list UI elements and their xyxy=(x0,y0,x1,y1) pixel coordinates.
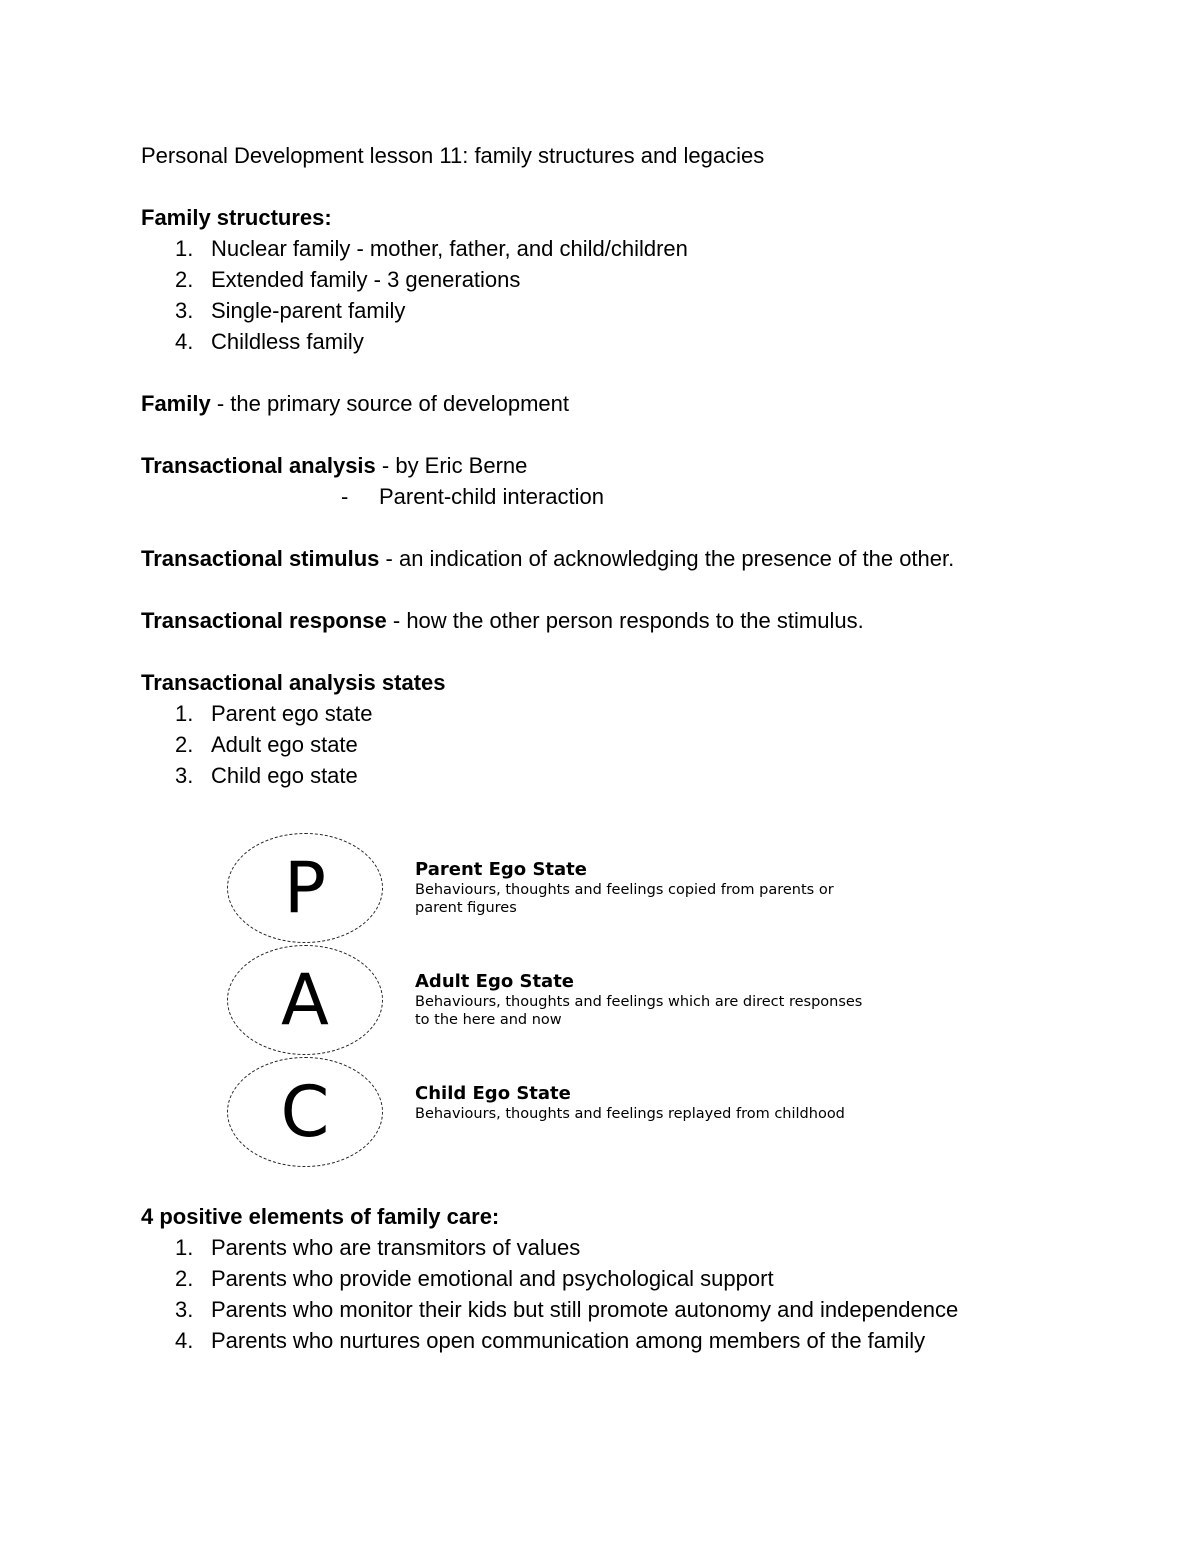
list-text: Parents who provide emotional and psychological support xyxy=(211,1266,774,1291)
dash-bullet: - xyxy=(341,484,349,509)
spacer xyxy=(141,636,1101,667)
list-number: 3. xyxy=(175,763,194,788)
family-structures-heading: Family structures: xyxy=(141,205,332,230)
term: Family xyxy=(141,391,211,416)
states-heading: Transactional analysis states xyxy=(141,670,446,695)
parent-ego-desc: Behaviours, thoughts and feelings copied from parents or parent figures xyxy=(415,882,834,916)
list-text: Childless family xyxy=(211,329,364,354)
list-number: 2. xyxy=(175,1266,194,1291)
list-item xyxy=(141,1325,1101,1356)
transactional-analysis-definition xyxy=(141,450,1101,481)
list-number: 2. xyxy=(175,732,194,757)
list-item xyxy=(141,760,1101,791)
list-text: Parents who are transmitors of values xyxy=(211,1235,581,1260)
list-text: Child ego state xyxy=(211,763,358,788)
definition: - by Eric Berne xyxy=(375,453,528,478)
list-item xyxy=(141,233,1101,264)
subpoint-text: Parent-child interaction xyxy=(379,484,605,509)
transactional-stimulus-definition xyxy=(141,543,1101,574)
spacer xyxy=(141,574,1101,605)
list-text: Nuclear family - mother, father, and child/children xyxy=(211,236,688,261)
family-structures-list xyxy=(141,233,1101,357)
child-ego-desc: Behaviours, thoughts and feelings replayed from childhood xyxy=(415,1106,845,1122)
adult-ego-desc: Behaviours, thoughts and feelings which are direct responses to the here and now xyxy=(415,994,863,1028)
child-ego-title: Child Ego State xyxy=(415,1083,571,1104)
list-text: Parents who nurtures open communication among members of the family xyxy=(211,1328,926,1353)
list-number: 1. xyxy=(175,236,194,261)
definition: - the primary source of development xyxy=(210,391,569,416)
spacer xyxy=(141,512,1101,543)
child-circle: C xyxy=(227,1057,383,1167)
parent-ego-state xyxy=(415,859,875,917)
term: Transactional response xyxy=(141,608,387,633)
parent-ego-title: Parent Ego State xyxy=(415,859,587,880)
page-title: Personal Development lesson 11: family structures and legacies xyxy=(141,143,765,168)
term: Transactional stimulus xyxy=(141,546,380,571)
spacer xyxy=(141,171,1101,202)
list-text: Parents who monitor their kids but still promote autonomy and independence xyxy=(211,1297,959,1322)
spacer xyxy=(141,357,1101,388)
list-number: 4. xyxy=(175,1328,194,1353)
term: Transactional analysis xyxy=(141,453,376,478)
list-text: Single-parent family xyxy=(211,298,406,323)
spacer xyxy=(141,419,1101,450)
list-text: Extended family - 3 generations xyxy=(211,267,521,292)
transactional-analysis-subpoint xyxy=(141,481,1101,512)
states-list xyxy=(141,698,1101,791)
list-number: 3. xyxy=(175,1297,194,1322)
pac-diagram xyxy=(141,801,1101,1201)
list-text: Parent ego state xyxy=(211,701,373,726)
list-item xyxy=(141,698,1101,729)
family-care-list xyxy=(141,1232,1101,1356)
list-number: 1. xyxy=(175,1235,194,1260)
family-care-heading: 4 positive elements of family care: xyxy=(141,1204,500,1229)
adult-ego-title: Adult Ego State xyxy=(415,971,575,992)
list-item xyxy=(141,1294,1101,1325)
list-item xyxy=(141,1232,1101,1263)
list-item xyxy=(141,264,1101,295)
list-number: 3. xyxy=(175,298,194,323)
child-ego-state xyxy=(415,1083,875,1123)
list-text: Adult ego state xyxy=(211,732,358,757)
adult-circle: A xyxy=(227,945,383,1055)
list-item xyxy=(141,295,1101,326)
list-number: 1. xyxy=(175,701,194,726)
adult-ego-state xyxy=(415,971,875,1029)
list-number: 4. xyxy=(175,329,194,354)
list-number: 2. xyxy=(175,267,194,292)
list-item xyxy=(141,326,1101,357)
definition: - an indication of acknowledging the presence of the other. xyxy=(379,546,955,571)
transactional-response-definition xyxy=(141,605,1101,636)
list-item xyxy=(141,729,1101,760)
family-definition xyxy=(141,388,1101,419)
definition: - how the other person responds to the stimulus. xyxy=(386,608,864,633)
parent-circle: P xyxy=(227,833,383,943)
document-page xyxy=(141,140,1101,1356)
list-item xyxy=(141,1263,1101,1294)
